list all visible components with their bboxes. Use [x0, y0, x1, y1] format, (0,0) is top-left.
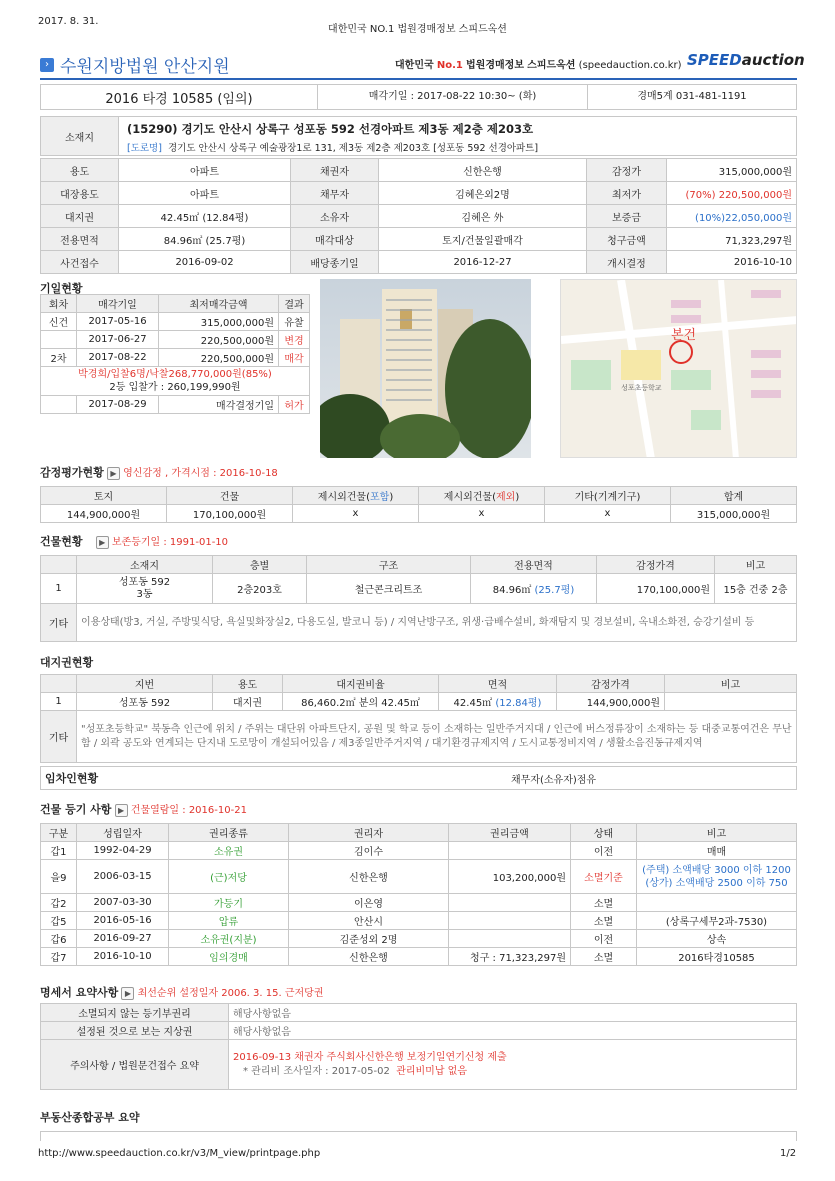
- history-cell: 2017-08-22: [77, 349, 159, 367]
- info-label: 전용면적: [41, 228, 119, 251]
- appraisal-header: 건물: [167, 487, 293, 505]
- history-cell: 2017-05-16: [77, 313, 159, 331]
- history-row: [41, 313, 310, 331]
- register-cell: 소멸: [571, 894, 637, 912]
- register-header: 상태: [571, 824, 637, 842]
- title-divider: [40, 78, 797, 80]
- print-title: 대한민국 NO.1 법원경매정보 스피드옥션: [328, 24, 507, 35]
- land-header: 용도: [213, 675, 283, 693]
- appraisal-header: 합계: [671, 487, 797, 505]
- register-cell: 소유권: [169, 842, 289, 860]
- footer-url[interactable]: http://www.speedauction.co.kr/v3/M_view/printpage.php: [38, 1148, 321, 1159]
- register-cell: 2016-10-10: [77, 948, 169, 966]
- land-header: 비고: [665, 675, 797, 693]
- register-cell: 을9: [41, 860, 77, 894]
- register-header: 구분: [41, 824, 77, 842]
- summary-row: [41, 1022, 797, 1040]
- register-cell: 2016타경10585: [637, 948, 797, 966]
- info-value: 김혜은 外: [379, 205, 587, 228]
- info-label: 청구금액: [587, 228, 667, 251]
- info-value: 2016-12-27: [379, 251, 587, 274]
- print-date: 2017. 8. 31.: [38, 16, 99, 27]
- land-header: [41, 675, 77, 693]
- register-cell: [449, 930, 571, 948]
- summary-value: 해당사항없음: [229, 1022, 797, 1040]
- building-header: 구조: [307, 556, 471, 574]
- info-row: [41, 159, 797, 182]
- info-value: (70%) 220,500,000원: [667, 182, 797, 205]
- building-etc-label: 기타: [41, 604, 77, 642]
- land-cell: 144,900,000원: [557, 693, 665, 711]
- info-label: 대장용도: [41, 182, 119, 205]
- case-bar: [40, 84, 797, 110]
- info-value: (10%)22,050,000원: [667, 205, 797, 228]
- register-cell: 2007-03-30: [77, 894, 169, 912]
- register-row: [41, 842, 797, 860]
- area-pyeong: (12.84평): [495, 698, 542, 709]
- history-header: 회차: [41, 295, 77, 313]
- history-cell: 2차: [41, 349, 77, 367]
- register-cell: 가등기: [169, 894, 289, 912]
- summary-row: [41, 1004, 797, 1022]
- notice-label: 주의사항 / 법원문건접수 요약: [41, 1040, 229, 1090]
- register-cell: (주택) 소액배당 3000 이하 1200 (상가) 소액배당 2500 이하 750: [637, 860, 797, 894]
- winner-info: 박경희/입찰6명/낙찰268,770,000원(85%): [78, 369, 272, 380]
- register-cell: 2006-03-15: [77, 860, 169, 894]
- history-row: [41, 349, 310, 367]
- register-cell: 2016-05-16: [77, 912, 169, 930]
- register-cell: 2016-09-27: [77, 930, 169, 948]
- info-table: [40, 158, 797, 274]
- building-header: 층별: [213, 556, 307, 574]
- summary-title: 명세서 요약사항: [40, 986, 119, 999]
- register-cell: 청구 : 71,323,297원: [449, 948, 571, 966]
- summary-label: 설정된 것으로 보는 지상권: [41, 1022, 229, 1040]
- building-cell: 84.96㎡ (25.7평): [471, 574, 597, 604]
- building-cell: 15층 건중 2층: [715, 574, 797, 604]
- register-cell: 갑5: [41, 912, 77, 930]
- register-row: [41, 912, 797, 930]
- register-cell: 소유권(지분): [169, 930, 289, 948]
- register-cell: 소멸: [571, 948, 637, 966]
- summary-table: [40, 1003, 797, 1090]
- decision-label: 매각결정기일: [159, 396, 279, 414]
- info-value: 2016-10-10: [667, 251, 797, 274]
- info-row: [41, 205, 797, 228]
- building-header: 비고: [715, 556, 797, 574]
- play-icon[interactable]: ▶: [107, 467, 120, 480]
- info-value: 84.96㎡ (25.7평): [119, 228, 291, 251]
- appraisal-header-flag: 제외: [495, 492, 516, 503]
- register-row: [41, 894, 797, 912]
- play-icon[interactable]: ▶: [96, 536, 109, 549]
- info-label: 채권자: [291, 159, 379, 182]
- register-cell: [449, 842, 571, 860]
- decision-result: 허가: [279, 396, 310, 414]
- info-row: [41, 228, 797, 251]
- map-label: 본건: [671, 328, 697, 343]
- dept-phone: 경매5계 031-481-1191: [587, 85, 796, 109]
- case-number: 2016 타경 10585 (임의): [105, 91, 253, 107]
- register-cell: 김준성외 2명: [289, 930, 449, 948]
- history-cell: 매각: [279, 349, 310, 367]
- building-photo: [320, 279, 531, 458]
- footer-page: 1/2: [780, 1148, 797, 1159]
- info-row: [41, 251, 797, 274]
- info-label: 감정가: [587, 159, 667, 182]
- register-cell: 압류: [169, 912, 289, 930]
- land-header: 대지권비율: [283, 675, 439, 693]
- info-value: 315,000,000원: [667, 159, 797, 182]
- map-school-label: 성포초등학교: [621, 384, 662, 392]
- building-cell: 1: [41, 574, 77, 604]
- register-row: [41, 930, 797, 948]
- land-title: 대지권현황: [40, 656, 94, 669]
- address-main: (15290) 경기도 안산시 상록구 성포동 592 선경아파트 제3동 제2층 제203호: [127, 122, 534, 136]
- land-cell: 성포동 592: [77, 693, 213, 711]
- register-cell: (근)저당: [169, 860, 289, 894]
- building-cell: 성포동 592 3동: [77, 574, 213, 604]
- appraisal-header: [40, 464, 278, 480]
- info-value: 토지/건물일괄매각: [379, 228, 587, 251]
- info-value: 71,323,297원: [667, 228, 797, 251]
- building-header: 감정가격: [597, 556, 715, 574]
- register-cell: 이전: [571, 842, 637, 860]
- road-tag: [도로명]: [127, 143, 162, 154]
- register-row: [41, 948, 797, 966]
- notice-line-1: 2016-09-13 채권자 주식회사신한은행 보정기일연기신청 제출: [233, 1051, 507, 1063]
- register-cell: 소멸기준: [571, 860, 637, 894]
- play-icon[interactable]: ▶: [115, 804, 128, 817]
- history-header: 매각기일: [77, 295, 159, 313]
- info-label: 배당종기일: [291, 251, 379, 274]
- info-label: 사건접수: [41, 251, 119, 274]
- register-cell: 신한은행: [289, 860, 449, 894]
- road-address: 경기도 안산시 상록구 예술광장1로 131, 제3동 제2층 제203호 [성포동 592 선경아파트]: [168, 143, 539, 154]
- sale-date: 매각기일 : 2017-08-22 10:30~ (화): [317, 85, 587, 109]
- history-cell: 220,500,000원: [159, 331, 279, 349]
- appraisal-cell: x: [545, 505, 671, 523]
- realestate-table: [40, 1131, 797, 1141]
- info-label: 소유자: [291, 205, 379, 228]
- court-name: 수원지방법원 안산지원: [60, 57, 230, 77]
- summary-note: 최선순위 설정일자 2006. 3. 15. 근저당권: [137, 988, 324, 999]
- building-header: [41, 556, 77, 574]
- register-cell: (상록구세무2과-7530): [637, 912, 797, 930]
- history-cell: 신건: [41, 313, 77, 331]
- info-value: 아파트: [119, 159, 291, 182]
- notice-highlight: 관리비미납 없음: [396, 1065, 467, 1077]
- register-cell: 상속: [637, 930, 797, 948]
- register-table: [40, 823, 797, 966]
- building-etc: 이용상태(방3, 거실, 주방및식당, 욕실및화장실2, 다용도실, 발코니 등) / 지역난방구조, 위생·급배수설비, 화재탐지 및 경보설비, 옥내소화전, 승강기설비 등: [77, 604, 797, 642]
- realestate-title: 부동산종합공부 요약: [40, 1111, 140, 1124]
- register-cell: [449, 912, 571, 930]
- brand-logo: SPEEDauction: [687, 51, 805, 69]
- summary-label: 소멸되지 않는 등기부권리: [41, 1004, 229, 1022]
- appraisal-header: 제시외건물(포함): [293, 487, 419, 505]
- summary-header: [40, 984, 323, 1000]
- building-header: 전용면적: [471, 556, 597, 574]
- appraisal-cell: 170,100,000원: [167, 505, 293, 523]
- info-label: 용도: [41, 159, 119, 182]
- register-cell: 1992-04-29: [77, 842, 169, 860]
- address-label: 소재지: [41, 117, 119, 155]
- register-note: 건물열람일 : 2016-10-21: [130, 805, 247, 816]
- decision-date: 2017-08-29: [77, 396, 159, 414]
- arrow-icon: ›: [40, 58, 54, 72]
- info-value: 신한은행: [379, 159, 587, 182]
- register-title: 건물 등기 사항: [40, 803, 112, 816]
- register-cell: [637, 894, 797, 912]
- history-cell: 315,000,000원: [159, 313, 279, 331]
- register-header: 성립일자: [77, 824, 169, 842]
- tenant-value: 채무자(소유자)점유: [511, 774, 597, 786]
- land-header: 감정가격: [557, 675, 665, 693]
- info-label: 최저가: [587, 182, 667, 205]
- location-map: [560, 279, 797, 458]
- land-table: [40, 674, 797, 763]
- register-header: 비고: [637, 824, 797, 842]
- register-header: [40, 801, 247, 817]
- court-title: [40, 52, 230, 77]
- building-cell: 2층203호: [213, 574, 307, 604]
- register-cell: 안산시: [289, 912, 449, 930]
- info-label: 매각대상: [291, 228, 379, 251]
- register-cell: 임의경매: [169, 948, 289, 966]
- info-value: 아파트: [119, 182, 291, 205]
- land-header: 지번: [77, 675, 213, 693]
- building-note: 보존등기일 : 1991-01-10: [111, 537, 229, 548]
- land-header: 면적: [439, 675, 557, 693]
- history-header: 최저매각금액: [159, 295, 279, 313]
- register-cell: 이은영: [289, 894, 449, 912]
- appraisal-table: [40, 486, 797, 523]
- history-cell: 유찰: [279, 313, 310, 331]
- register-cell: 갑6: [41, 930, 77, 948]
- play-icon[interactable]: ▶: [121, 987, 134, 1000]
- register-cell: 김이수: [289, 842, 449, 860]
- building-header: 소재지: [77, 556, 213, 574]
- land-cell: 86,460.2㎡ 분의 42.45㎡: [283, 693, 439, 711]
- history-cell: [41, 331, 77, 349]
- register-cell: 이전: [571, 930, 637, 948]
- land-cell: [665, 693, 797, 711]
- register-cell: 매매: [637, 842, 797, 860]
- register-cell: 신한은행: [289, 948, 449, 966]
- land-cell: 1: [41, 693, 77, 711]
- history-cell: 220,500,000원: [159, 349, 279, 367]
- building-cell: 철근콘크리트조: [307, 574, 471, 604]
- tenant-title: 임차인현황: [45, 772, 99, 785]
- register-cell: 갑7: [41, 948, 77, 966]
- info-label: 대지권: [41, 205, 119, 228]
- appraisal-cell: x: [293, 505, 419, 523]
- appraisal-note: 영신감정 , 가격시점 : 2016-10-18: [123, 468, 278, 479]
- building-table: [40, 555, 797, 642]
- history-header: 결과: [279, 295, 310, 313]
- info-label: 채무자: [291, 182, 379, 205]
- appraisal-cell: 315,000,000원: [671, 505, 797, 523]
- area-pyeong: (25.7평): [534, 585, 575, 596]
- land-cell: 대지권: [213, 693, 283, 711]
- info-value: 김혜은외2명: [379, 182, 587, 205]
- building-header: [40, 533, 228, 549]
- history-table: [40, 294, 310, 414]
- second-bid: 2등 입찰가 : 260,199,990원: [109, 382, 241, 393]
- appraisal-header: 제시외건물(제외): [419, 487, 545, 505]
- register-header: 권리종류: [169, 824, 289, 842]
- register-row: [41, 860, 797, 894]
- register-header: 권리금액: [449, 824, 571, 842]
- register-cell: 갑2: [41, 894, 77, 912]
- land-etc: "성포초등학교" 북동측 인근에 위치 / 주위는 대단위 아파트단지, 공원 및 학교 등이 소재하는 일반주거지대 / 인근에 버스정류장이 소재하는 등 대중교통여건은 무난함 / 외곽 공도와 연계되는 단지내 도로망이 개설되어있음 / 제3종일반주거지역 / 대기환경규제지역 / 도시교통정비지역 / 생활소음진동규제지역: [77, 711, 797, 763]
- info-value: 2016-09-02: [119, 251, 291, 274]
- history-cell: 2017-06-27: [77, 331, 159, 349]
- history-row: [41, 331, 310, 349]
- tenant-row: [40, 766, 797, 790]
- appraisal-cell: x: [419, 505, 545, 523]
- appraisal-header: 토지: [41, 487, 167, 505]
- summary-value: 해당사항없음: [229, 1004, 797, 1022]
- history-cell: 변경: [279, 331, 310, 349]
- building-title: 건물현황: [40, 535, 83, 548]
- appraisal-title: 감정평가현황: [40, 466, 104, 479]
- address-row: [40, 116, 797, 156]
- register-header: 권리자: [289, 824, 449, 842]
- appraisal-cell: 144,900,000원: [41, 505, 167, 523]
- land-cell: 42.45㎡ (12.84평): [439, 693, 557, 711]
- info-value: 42.45㎡ (12.84평): [119, 205, 291, 228]
- brand-tagline: 대한민국 No.1 법원경매정보 스피드옥션 (speedauction.co.kr): [395, 60, 682, 71]
- info-label: 보증금: [587, 205, 667, 228]
- info-row: [41, 182, 797, 205]
- info-label: 개시결정: [587, 251, 667, 274]
- notice-line-2: * 관리비 조사일자 : 2017-05-02: [243, 1065, 390, 1077]
- appraisal-header-flag: 포함: [369, 492, 390, 503]
- appraisal-header: 기타(기계기구): [545, 487, 671, 505]
- history-title: 기일현황: [40, 282, 83, 295]
- register-cell: 소멸: [571, 912, 637, 930]
- register-cell: 갑1: [41, 842, 77, 860]
- land-etc-label: 기타: [41, 711, 77, 763]
- building-cell: 170,100,000원: [597, 574, 715, 604]
- register-cell: [449, 894, 571, 912]
- register-cell: 103,200,000원: [449, 860, 571, 894]
